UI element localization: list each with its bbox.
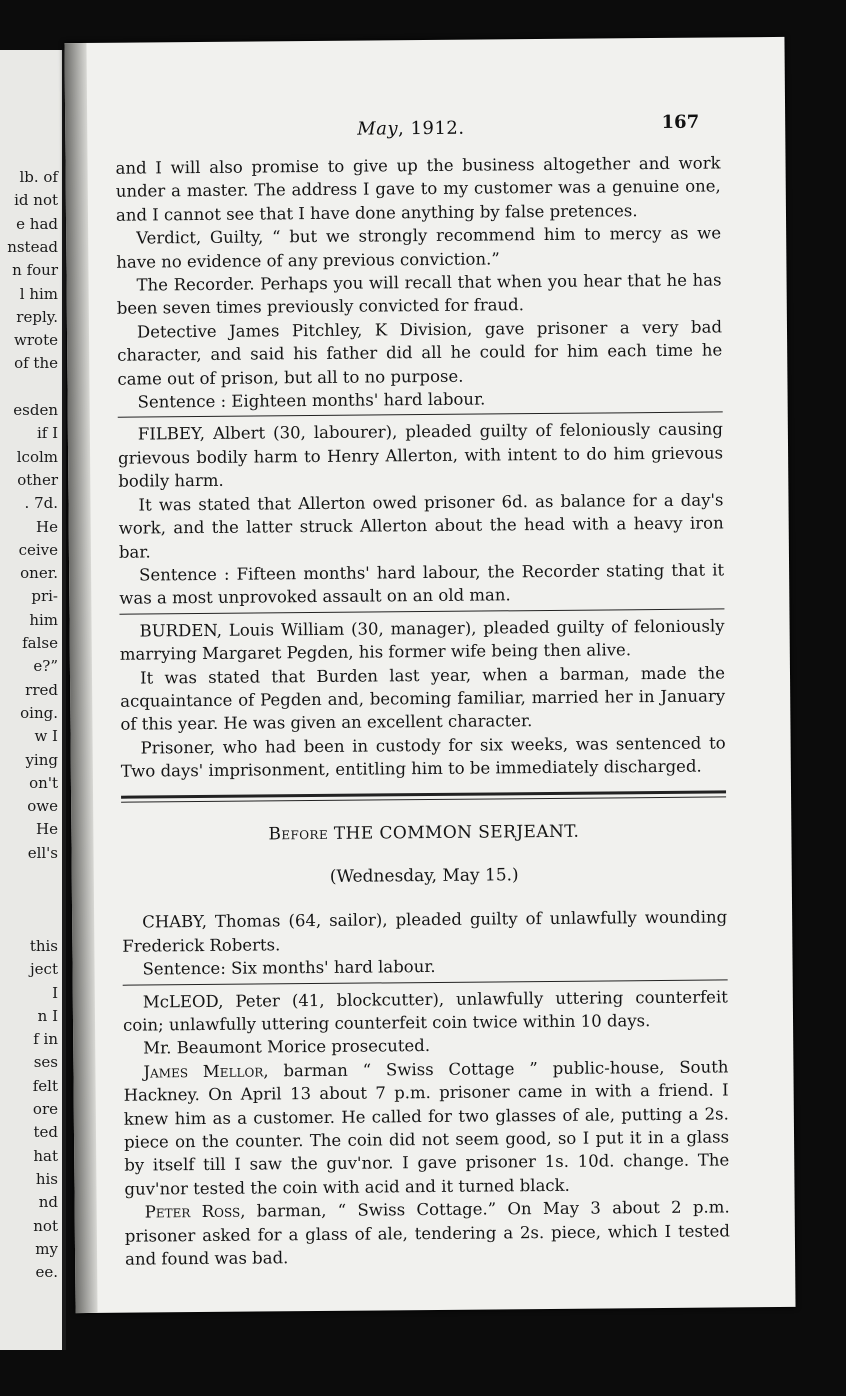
facing-page-fragment: not xyxy=(33,1216,58,1235)
facing-page-fragment: his xyxy=(35,1169,58,1188)
paragraph: Sentence : Fifteen months' hard labour, the Recorder stating that it was a most unprovoked assault on an old man. xyxy=(119,560,725,609)
facing-page-fragment: ted xyxy=(33,1123,58,1142)
paragraph: The Recorder. Perhaps you will recall that when you hear that he has been seven times previously convicted for fraud. xyxy=(116,270,722,319)
dateline: (Wednesday, May 15.) xyxy=(329,865,519,887)
facing-page-fragment: false xyxy=(22,634,58,652)
facing-page-fragment: I xyxy=(52,983,58,1002)
facing-page-fragment: pri- xyxy=(31,587,58,606)
facing-page-fragment: oing. xyxy=(20,703,58,722)
paragraph: It was stated that Burden last year, when a barman, made the acquaintance of Pegden and, becoming familiar, married her in January of this year. He was given an excellent character. xyxy=(120,662,726,735)
facing-page-fragment: oner. xyxy=(20,564,58,583)
witness-name: Peter Ross xyxy=(144,1201,241,1222)
facing-page-fragment: ee. xyxy=(35,1263,58,1282)
facing-page-fragment: him xyxy=(29,610,58,629)
facing-page-fragment: ore xyxy=(32,1100,58,1118)
book-page xyxy=(64,37,795,1313)
page-number: 167 xyxy=(661,111,700,133)
paragraph: CHABY, Thomas (64, sailor), pleaded guilty of unlawfully wounding Frederick Roberts. xyxy=(122,907,728,956)
facing-page-fragment: nstead xyxy=(7,237,58,256)
page-spine-shadow xyxy=(64,43,97,1313)
facing-page-fragment: other xyxy=(17,470,58,489)
running-header xyxy=(65,111,785,145)
paragraph: Detective James Pitchley, K Division, gave prisoner a very bad character, and said his father did all he could for him each time he came out of prison, but all to no purpose. xyxy=(117,317,723,389)
facing-page-fragment: e had xyxy=(16,214,58,233)
facing-page-fragment: esden xyxy=(13,401,58,419)
facing-page-fragment: felt xyxy=(32,1076,58,1095)
facing-page-fragment: if I xyxy=(36,424,58,443)
running-title xyxy=(357,118,465,140)
facing-page-fragment: lcolm xyxy=(16,447,58,466)
facing-page-fragment: f in xyxy=(33,1030,58,1049)
facing-page-fragment: reply. xyxy=(16,307,58,326)
facing-page-fragment: wrote xyxy=(14,331,58,350)
court-heading xyxy=(121,819,726,848)
paragraph: Mr. Beaumont Morice prosecuted. xyxy=(143,1036,431,1058)
facing-page-fragment: ses xyxy=(33,1053,58,1072)
page-body xyxy=(115,151,730,1271)
paragraph xyxy=(123,1055,729,1201)
facing-page-fragment: l him xyxy=(19,284,58,303)
paragraph: McLEOD, Peter (41, blockcutter), unlawfully uttering counterfeit coin; unlawfully uttering counterfeit coin twice within 10 days. xyxy=(122,987,728,1035)
facing-page-fragment: lb. of xyxy=(19,168,58,186)
paragraph: Sentence : Eighteen months' hard labour. xyxy=(137,389,486,412)
paragraph: It was stated that Allerton owed prisoner 6d. as balance for a day's work, and the latter struck Allerton about the head with a heavy iron bar. xyxy=(118,490,724,562)
facing-page-fragment: this xyxy=(29,936,58,955)
paragraph: and I will also promise to give up the business altogether and work under a master. The address I gave to my customer was a genuine one, and I cannot see that I have done anything by false pretences. xyxy=(115,153,721,225)
heading-text: THE COMMON SERJEANT. xyxy=(327,821,580,844)
facing-page-edge xyxy=(0,50,66,1350)
facing-page-fragment: ell's xyxy=(27,843,58,862)
facing-page-fragment: id not xyxy=(14,191,58,210)
paragraph-text: , barman, “ Swiss Cottage.” On May 3 about 2 p.m. prisoner asked for a glass of ale, tendering a 2s. piece, which I tested and found was bad. xyxy=(124,1197,730,1269)
facing-page-fragment: nd xyxy=(38,1193,58,1212)
facing-page-fragment: of the xyxy=(14,354,58,373)
facing-page-fragment: hat xyxy=(33,1146,58,1165)
title-year: , 1912. xyxy=(397,117,465,140)
facing-page-fragment: e?” xyxy=(33,657,58,676)
heading-prefix: Before xyxy=(268,823,329,844)
facing-page-fragment: . 7d. xyxy=(24,494,58,513)
facing-page-fragment: my xyxy=(35,1239,58,1258)
paragraph xyxy=(125,1196,731,1271)
facing-page-fragment: owe xyxy=(27,797,58,816)
facing-page-fragment: on't xyxy=(29,773,58,792)
facing-page-fragment: He xyxy=(36,820,58,839)
paragraph: FILBEY, Albert (30, labourer), pleaded guilty of feloniously causing grievous bodily harm to Henry Allerton, with intent to do him grievous bodily harm. xyxy=(118,419,724,491)
facing-page-fragment: w I xyxy=(34,727,58,746)
facing-page-fragment: ject xyxy=(30,960,58,979)
section-double-rule xyxy=(121,790,726,802)
paragraph-text: , barman “ Swiss Cottage ” public-house, South Hackney. On April 13 about 7 p.m. prisoner came in with a friend. I knew him as a customer. He called for two glasses of ale, putting a 2s. piece on the counter. The coin did not seem good, so I put it in a glass by itself till I saw the guv'nor. I gave prisoner 1s. 10d. change. The guv'nor tested the coin with acid and it turned black. xyxy=(123,1057,730,1199)
facing-page-fragment: n I xyxy=(37,1006,58,1025)
paragraph: Sentence: Six months' hard labour. xyxy=(142,957,436,979)
title-month: May xyxy=(357,118,399,140)
facing-page-fragment: n four xyxy=(12,261,58,280)
paragraph: BURDEN, Louis William (30, manager), pleaded guilty of feloniously marrying Margaret Pegden, his former wife being then alive. xyxy=(119,616,725,664)
witness-name: James Mellor xyxy=(143,1061,264,1082)
facing-page-fragment: He xyxy=(36,517,58,536)
paragraph: Prisoner, who had been in custody for six weeks, was sentenced to Two days' imprisonment, entitling him to be immediately discharged. xyxy=(120,733,726,781)
facing-page-fragment: rred xyxy=(25,680,58,699)
facing-page-fragment: ceive xyxy=(18,540,58,559)
facing-page-fragment: ying xyxy=(25,750,58,769)
paragraph: Verdict, Guilty, “ but we strongly recommend him to mercy as we have no evidence of any previous conviction.” xyxy=(116,223,722,272)
